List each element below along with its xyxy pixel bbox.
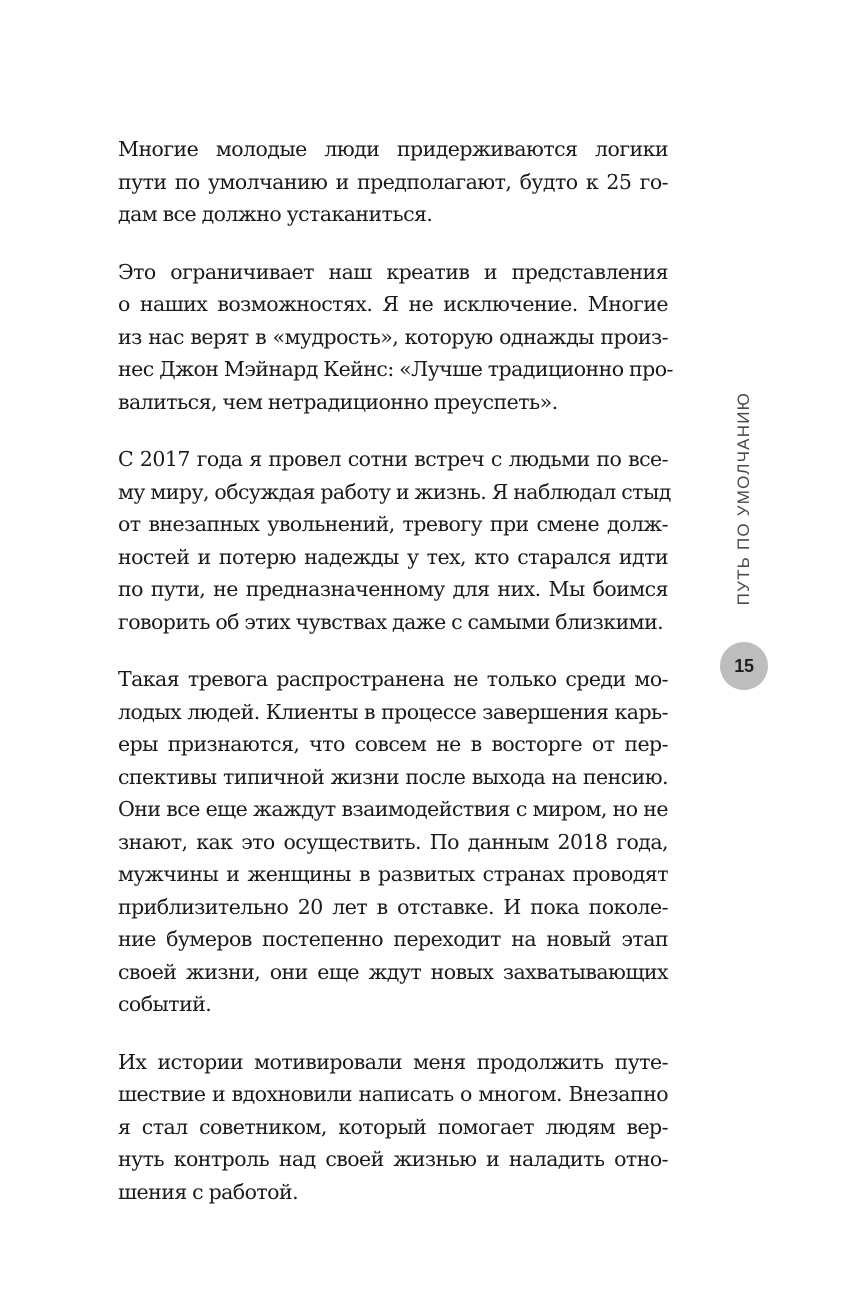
text-line: Они все еще жаждут взаимодействия с миром, но не [118, 797, 668, 821]
text-line: шествие и вдохновили написать о многом. Внезапно [118, 1082, 668, 1106]
paragraph-3 [118, 443, 671, 638]
paragraph-5 [118, 1046, 668, 1209]
paragraph-2 [118, 256, 673, 419]
text-line: ностей и потерю надежды у тех, кто старался идти [118, 544, 668, 569]
text-line: дам все должно устаканиться. [118, 202, 433, 226]
running-head [721, 391, 767, 605]
text-line: Их истории мотивировали меня продолжить путе- [118, 1049, 668, 1074]
text-line: лодых людей. Клиенты в процессе завершения карь- [118, 699, 668, 724]
text-line: Такая тревога распространена не только среди мо- [118, 667, 668, 691]
text-line: Многие молодые люди придерживаются логики [118, 137, 668, 161]
text-line: от внезапных увольнений, тревогу при смене долж- [118, 512, 668, 536]
text-line: нуть контроль над своей жизнью и наладить отно- [118, 1147, 668, 1171]
text-line: мужчины и женщины в развитых странах проводят [118, 862, 668, 886]
text-line: пути по умолчанию и предполагают, будто к 25 го- [118, 169, 668, 194]
text-line: валиться, чем нетрадиционно преуспеть». [118, 389, 558, 414]
text-line: му миру, обсуждая работу и жизнь. Я наблюдал стыд [118, 479, 671, 504]
text-line: спективы типичной жизни после выхода на пенсию. [118, 764, 668, 789]
text-line: событий. [118, 992, 212, 1016]
text-line: С 2017 года я провел сотни встреч с людьми по все- [118, 447, 668, 471]
text-line: о наших возможностях. Я не исключение. Многие [118, 292, 668, 316]
text-line: знают, как это осуществить. По данным 2018 года, [118, 829, 668, 854]
text-line: своей жизни, они еще ждут новых захватывающих [118, 959, 668, 984]
paragraph-1 [118, 133, 668, 231]
text-line: нес Джон Мэйнард Кейнс: «Лучше традиционно про- [118, 357, 673, 381]
page-number-badge [720, 642, 768, 690]
text-line: Это ограничивает наш креатив и представления [118, 259, 668, 284]
text-line: еры признаются, что совсем не в восторге от пер- [118, 732, 668, 756]
text-line: говорить об этих чувствах даже с самыми близкими. [118, 609, 664, 634]
text-line: из нас верят в «мудрость», которую однажды произ- [118, 324, 668, 349]
text-line: я стал советником, который помогает людям вер- [118, 1114, 668, 1139]
page-number: 15 [734, 655, 754, 676]
text-line: ние бумеров постепенно переходит на новый этап [118, 927, 668, 951]
paragraph-4 [118, 663, 668, 1021]
text-line: по пути, не предназначенному для них. Мы боимся [118, 577, 668, 601]
text-line: шения с работой. [118, 1179, 299, 1204]
body-text [118, 133, 673, 1233]
text-line: приблизительно 20 лет в отставке. И пока поколе- [118, 894, 668, 919]
running-head-text: ПУТЬ ПО УМОЛЧАНИЮ [734, 391, 753, 605]
